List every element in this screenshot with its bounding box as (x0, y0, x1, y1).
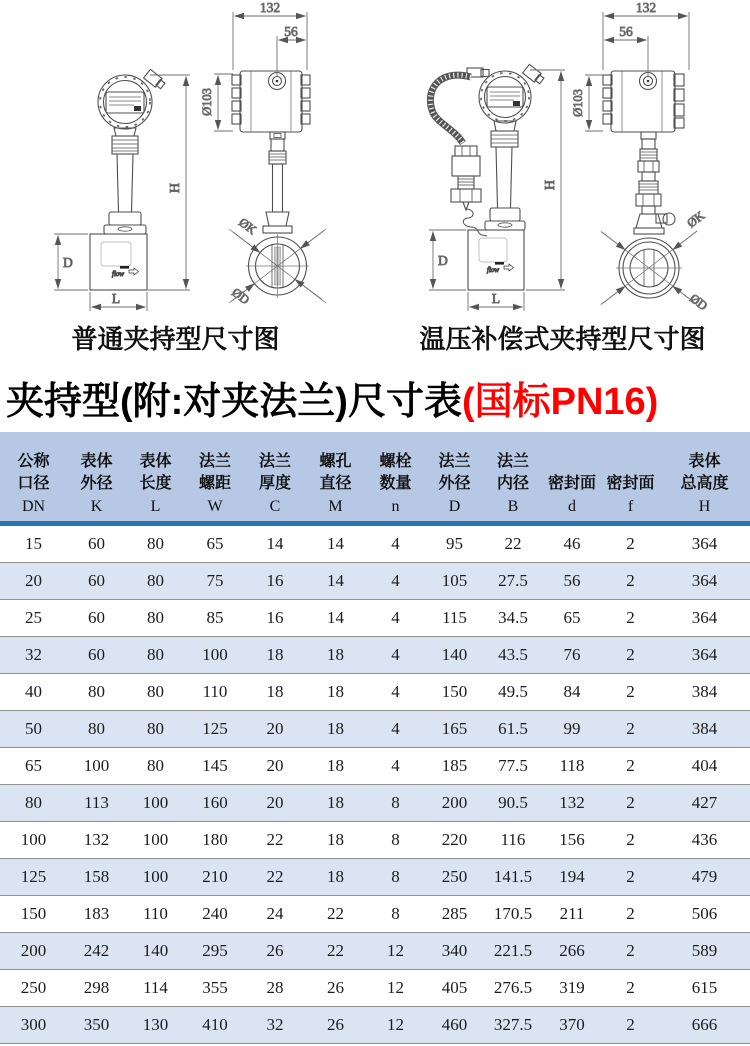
cell: 50 (0, 711, 67, 748)
cell: 20 (0, 563, 67, 600)
cell: 80 (126, 600, 185, 637)
table-row (0, 933, 750, 970)
table-row (0, 822, 750, 859)
cell: 200 (0, 933, 67, 970)
standard-clamp-drawing (0, 0, 375, 322)
cell: 40 (0, 674, 67, 711)
cell: 18 (305, 637, 366, 674)
diagram-caption: 温压补偿式夹持型尺寸图 (419, 324, 706, 354)
cell: 589 (659, 933, 750, 970)
table-header-row (0, 432, 750, 524)
cell: 2 (602, 748, 659, 785)
dim-D: D (438, 253, 448, 268)
cell: 65 (0, 748, 67, 785)
cell: 2 (602, 563, 659, 600)
cell: 158 (67, 859, 126, 896)
table-body (0, 524, 750, 1044)
cell: 340 (425, 933, 484, 970)
cell: 100 (126, 822, 185, 859)
dim-L: L (111, 291, 121, 306)
cell: 2 (602, 822, 659, 859)
dim-K: ØK (684, 208, 708, 231)
cell: 99 (542, 711, 602, 748)
cell: 80 (67, 711, 126, 748)
cell: 14 (305, 563, 366, 600)
cell: 26 (305, 1007, 366, 1044)
cell: 2 (602, 785, 659, 822)
cell: 250 (0, 970, 67, 1007)
cell: 15 (0, 524, 67, 563)
cell: 150 (0, 896, 67, 933)
cell: 75 (185, 563, 245, 600)
table-row (0, 748, 750, 785)
cell: 4 (366, 711, 425, 748)
table-row (0, 637, 750, 674)
cell: 2 (602, 711, 659, 748)
cell: 2 (602, 674, 659, 711)
cell: 46 (542, 524, 602, 563)
cell: 242 (67, 933, 126, 970)
cell: 84 (542, 674, 602, 711)
cell: 110 (185, 674, 245, 711)
cell: 4 (366, 600, 425, 637)
cell: 100 (126, 859, 185, 896)
cell: 220 (425, 822, 484, 859)
cell: 18 (305, 711, 366, 748)
cell: 4 (366, 637, 425, 674)
diagram-section (0, 0, 750, 362)
cell: 26 (245, 933, 305, 970)
dim-56: 56 (619, 24, 633, 39)
cell: 2 (602, 896, 659, 933)
dim-H: H (543, 179, 558, 191)
cell: 18 (305, 822, 366, 859)
column-header: 密封面 f (602, 432, 659, 524)
cell: 18 (245, 674, 305, 711)
cell: 384 (659, 711, 750, 748)
cell: 2 (602, 859, 659, 896)
dim-dia103: Ø103 (571, 89, 585, 117)
dim-D: D (63, 255, 73, 270)
cell: 145 (185, 748, 245, 785)
cell: 80 (126, 711, 185, 748)
diagram-standard-clamp (0, 0, 375, 362)
cell: 140 (126, 933, 185, 970)
cell: 85 (185, 600, 245, 637)
cell: 14 (305, 524, 366, 563)
cell: 156 (542, 822, 602, 859)
cell: 2 (602, 600, 659, 637)
cell: 210 (185, 859, 245, 896)
cell: 410 (185, 1007, 245, 1044)
cell: 80 (126, 748, 185, 785)
cell: 80 (126, 637, 185, 674)
dim-132: 132 (635, 0, 657, 15)
dim-Dflange: ØD (229, 285, 253, 308)
cell: 364 (659, 563, 750, 600)
cell: 180 (185, 822, 245, 859)
cell: 22 (305, 933, 366, 970)
flow-label: flow (487, 266, 500, 274)
table-row (0, 785, 750, 822)
cell: 76 (542, 637, 602, 674)
cell: 405 (425, 970, 484, 1007)
dim-56: 56 (284, 24, 298, 39)
cell: 16 (245, 600, 305, 637)
cell: 49.5 (484, 674, 542, 711)
cell: 295 (185, 933, 245, 970)
column-header: 法兰 螺距 W (185, 432, 245, 524)
cell: 20 (245, 785, 305, 822)
table-row (0, 563, 750, 600)
cell: 364 (659, 637, 750, 674)
cell: 384 (659, 674, 750, 711)
cell: 8 (366, 859, 425, 896)
cell: 436 (659, 822, 750, 859)
cell: 221.5 (484, 933, 542, 970)
cell: 22 (305, 896, 366, 933)
cell: 355 (185, 970, 245, 1007)
cell: 4 (366, 524, 425, 563)
cell: 506 (659, 896, 750, 933)
cell: 80 (0, 785, 67, 822)
cell: 8 (366, 896, 425, 933)
cell: 12 (366, 1007, 425, 1044)
cell: 12 (366, 970, 425, 1007)
cell: 22 (245, 822, 305, 859)
cell: 4 (366, 748, 425, 785)
cell: 370 (542, 1007, 602, 1044)
cell: 60 (67, 637, 126, 674)
cell: 118 (542, 748, 602, 785)
table-row (0, 970, 750, 1007)
cell: 80 (126, 674, 185, 711)
cell: 2 (602, 970, 659, 1007)
cell: 125 (185, 711, 245, 748)
cell: 132 (67, 822, 126, 859)
table-row (0, 1007, 750, 1044)
dim-Dflange: ØD (687, 291, 711, 314)
cell: 666 (659, 1007, 750, 1044)
cell: 185 (425, 748, 484, 785)
cell: 60 (67, 524, 126, 563)
cell: 132 (542, 785, 602, 822)
cell: 211 (542, 896, 602, 933)
cell: 140 (425, 637, 484, 674)
column-header: 表体 外径 K (67, 432, 126, 524)
cell: 28 (245, 970, 305, 1007)
cell: 116 (484, 822, 542, 859)
cell: 12 (366, 933, 425, 970)
title-main: 夹持型(附:对夹法兰)尺寸表 (6, 380, 462, 423)
column-header: 螺栓 数量 n (366, 432, 425, 524)
cell: 2 (602, 637, 659, 674)
cell: 350 (67, 1007, 126, 1044)
dim-H: H (168, 182, 183, 194)
cell: 2 (602, 1007, 659, 1044)
cell: 200 (425, 785, 484, 822)
cell: 460 (425, 1007, 484, 1044)
dim-dia103: Ø103 (200, 88, 214, 116)
column-header: 密封面 d (542, 432, 602, 524)
cell: 26 (305, 970, 366, 1007)
cell: 56 (542, 563, 602, 600)
side-view (232, 71, 310, 298)
dim-K: ØK (236, 215, 260, 238)
diagram-caption: 普通夹持型尺寸图 (71, 324, 280, 354)
cell: 479 (659, 859, 750, 896)
cell: 90.5 (484, 785, 542, 822)
cell: 165 (425, 711, 484, 748)
cell: 100 (185, 637, 245, 674)
cell: 170.5 (484, 896, 542, 933)
temp-pressure-clamp-drawing (375, 0, 750, 322)
cell: 194 (542, 859, 602, 896)
cell: 16 (245, 563, 305, 600)
column-header: 法兰 厚度 C (245, 432, 305, 524)
cell: 113 (67, 785, 126, 822)
cell: 364 (659, 600, 750, 637)
cell: 8 (366, 785, 425, 822)
cell: 77.5 (484, 748, 542, 785)
cell: 327.5 (484, 1007, 542, 1044)
column-header: 法兰 内径 B (484, 432, 542, 524)
cell: 615 (659, 970, 750, 1007)
cell: 266 (542, 933, 602, 970)
cell: 60 (67, 600, 126, 637)
cell: 18 (245, 637, 305, 674)
cell: 160 (185, 785, 245, 822)
cell: 80 (126, 563, 185, 600)
cell: 60 (67, 563, 126, 600)
cell: 43.5 (484, 637, 542, 674)
cell: 319 (542, 970, 602, 1007)
cell: 110 (126, 896, 185, 933)
cell: 20 (245, 748, 305, 785)
cell: 285 (425, 896, 484, 933)
cell: 18 (305, 748, 366, 785)
cell: 20 (245, 711, 305, 748)
cell: 125 (0, 859, 67, 896)
column-header: 螺孔 直径 M (305, 432, 366, 524)
cell: 130 (126, 1007, 185, 1044)
cell: 24 (245, 896, 305, 933)
cell: 2 (602, 933, 659, 970)
dim-L: L (491, 291, 501, 306)
front-view (90, 69, 166, 290)
cell: 65 (542, 600, 602, 637)
cell: 27.5 (484, 563, 542, 600)
table-row (0, 600, 750, 637)
table-row (0, 524, 750, 563)
cell: 18 (305, 859, 366, 896)
cell: 65 (185, 524, 245, 563)
cell: 240 (185, 896, 245, 933)
diagram-temp-pressure-clamp (375, 0, 750, 362)
column-header: 公称 口径 DN (0, 432, 67, 524)
side-view-dimensions (200, 0, 326, 307)
cell: 14 (305, 600, 366, 637)
cell: 427 (659, 785, 750, 822)
dim-132: 132 (259, 0, 281, 15)
cell: 95 (425, 524, 484, 563)
flow-arrow-icon (129, 268, 139, 275)
cell: 4 (366, 674, 425, 711)
cell: 8 (366, 822, 425, 859)
cell: 100 (126, 785, 185, 822)
column-header: 表体 总高度 H (659, 432, 750, 524)
dimension-table (0, 432, 750, 1044)
cell: 183 (67, 896, 126, 933)
table-row (0, 896, 750, 933)
cell: 150 (425, 674, 484, 711)
table-header (0, 432, 750, 524)
column-header: 法兰 外径 D (425, 432, 484, 524)
cell: 80 (67, 674, 126, 711)
cell: 364 (659, 524, 750, 563)
table-row (0, 711, 750, 748)
cell: 4 (366, 563, 425, 600)
cell: 300 (0, 1007, 67, 1044)
page-title (0, 362, 750, 432)
cell: 61.5 (484, 711, 542, 748)
cell: 404 (659, 748, 750, 785)
flow-label: flow (112, 270, 125, 278)
column-header: 表体 长度 L (126, 432, 185, 524)
cell: 14 (245, 524, 305, 563)
title-standard-highlight: (国标PN16) (461, 380, 659, 423)
table-row (0, 859, 750, 896)
cell: 100 (0, 822, 67, 859)
cell: 18 (305, 785, 366, 822)
cell: 114 (126, 970, 185, 1007)
cell: 34.5 (484, 600, 542, 637)
cell: 115 (425, 600, 484, 637)
cell: 80 (126, 524, 185, 563)
cell: 18 (305, 674, 366, 711)
flow-arrow-icon (504, 264, 514, 271)
cell: 22 (245, 859, 305, 896)
cell: 32 (245, 1007, 305, 1044)
cell: 2 (602, 524, 659, 563)
cell: 141.5 (484, 859, 542, 896)
cell: 250 (425, 859, 484, 896)
cell: 298 (67, 970, 126, 1007)
cell: 25 (0, 600, 67, 637)
cell: 32 (0, 637, 67, 674)
cell: 22 (484, 524, 542, 563)
table-row (0, 674, 750, 711)
cell: 100 (67, 748, 126, 785)
cell: 276.5 (484, 970, 542, 1007)
cell: 105 (425, 563, 484, 600)
